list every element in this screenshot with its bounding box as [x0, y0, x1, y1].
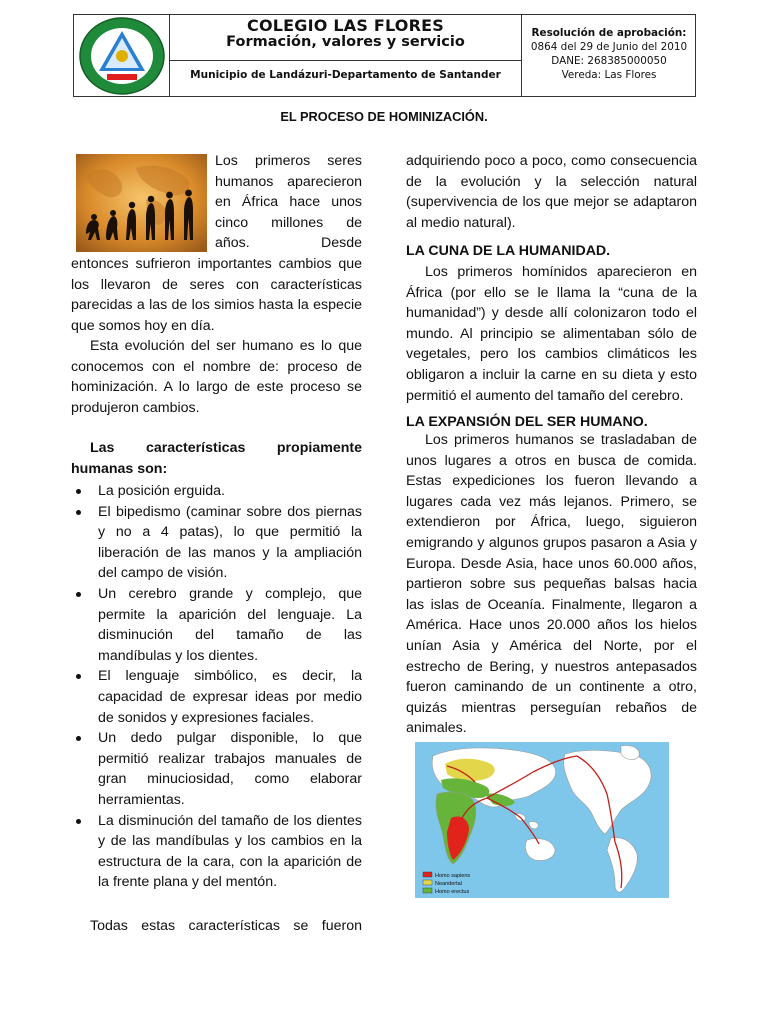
- vereda-label: Vereda: Las Flores: [561, 69, 657, 81]
- resolution-line: Resolución de aprobación:: [531, 27, 687, 39]
- intro-paragraph: entonces sufrieron importantes cambios que los llevaron de seres con características parecidas a las de los simios hasta la especie que somos hoy en día.: [71, 256, 362, 334]
- expansion-heading: LA EXPANSIÓN DEL SER HUMANO.: [406, 414, 648, 430]
- list-item: El bipedismo (caminar sobre dos piernas y no a 4 patas), lo que permitió la liberación de las manos y la ampliación del campo de visión.: [71, 502, 362, 584]
- cuna-paragraph: Los primeros homínidos aparecieron en África (por ello se le llama la “cuna de la humanidad”) y desde allí colonizaron todo el mundo. Al principio se alimentaban sólo de vegetales, pero los cambios climáticos les obligaron a incluir la carne en su dieta y esto permitió el aumento del tamaño del cerebro.: [406, 264, 697, 404]
- school-name: COLEGIO LAS FLORES: [247, 16, 444, 35]
- list-item: La posición erguida.: [71, 481, 362, 502]
- list-item: El lenguaje simbólico, es decir, la capacidad de expresar ideas por medio de sonidos y expresiones faciales.: [71, 666, 362, 728]
- continuation-paragraph: adquiriendo poco a poco, como consecuencia de la evolución y la selección natural (supervivencia de los que mejor se adaptaron al medio natural).: [406, 153, 697, 231]
- legend-sapiens: Homo sapiens: [435, 873, 471, 879]
- cuna-heading: LA CUNA DE LA HUMANIDAD.: [406, 243, 611, 259]
- intro-wrap-lines: [215, 151, 362, 254]
- evolution-image: [76, 154, 207, 252]
- characteristics-list: [71, 481, 362, 893]
- intro-line: años. Desde: [215, 235, 362, 252]
- hominization-paragraph: Esta evolución del ser humano es lo que conocemos con el nombre de: proceso de hominización. A lo largo de este proceso se produjeron cambios.: [71, 338, 362, 416]
- resolution-block: [522, 26, 696, 82]
- intro-line: humanos aparecieron: [215, 173, 362, 190]
- header-center: [170, 15, 522, 96]
- closing-line: Todas estas características se fueron: [90, 918, 362, 934]
- expansion-paragraph: Los primeros humanos se trasladaban de unos lugares a otros en busca de comida. Estas expediciones los fueron llevando a lugares cada vez más lejanos. Primero, se extendieron por África, luego, siguieron emigrando y algunos grupos pasaron a Asia y Europa. Desde Asia, hace unos 60.000 años, partieron sobre sus pequeñas balsas hacia las islas de Oceanía. Finalmente, llegaron a América. Hace unos 20.000 años los hielos unían Asia y América del Norte, por el estrecho de Bering, y nuestros antepasados fueron caminando de un continente a otro, quizás mientras perseguían rebaños de animales.: [406, 432, 697, 737]
- municipio-label: Municipio de Landázuri-Departamento de Santander: [190, 69, 501, 81]
- migration-map: [415, 742, 669, 898]
- list-item: Un dedo pulgar disponible, lo que permitió realizar trabajos manuales de gran minuciosidad, como elaborar herramientas.: [71, 728, 362, 810]
- header-divider: [170, 60, 521, 61]
- school-logo: [74, 15, 170, 96]
- intro-line: Los primeros seres: [215, 153, 362, 169]
- world-map-icon: [415, 742, 669, 898]
- school-motto: Formación, valores y servicio: [226, 34, 465, 50]
- intro-line: cinco millones de: [215, 214, 362, 231]
- intro-line: en África hace unos: [215, 194, 362, 211]
- page-title: EL PROCESO DE HOMINIZACIÓN.: [280, 109, 488, 124]
- list-item: La disminución del tamaño de los dientes y de las mandíbulas y los cambios en la estructura de la cara, con la aparición de la frente plana y del mentón.: [71, 811, 362, 893]
- list-item: Un cerebro grande y complejo, que permite la aparición del lenguaje. La disminución del tamaño de las mandíbulas y los dientes.: [71, 584, 362, 666]
- human-evolution-icon: [76, 154, 207, 252]
- characteristics-heading: Las características propiamente humanas son:: [71, 440, 362, 477]
- legend-neandertal: Neandertal: [435, 881, 462, 887]
- legend-erectus: Homo erectus: [435, 889, 470, 895]
- school-seal-icon: [77, 16, 167, 96]
- dane-code: DANE: 268385000050: [551, 55, 667, 67]
- resolution-date: 0864 del 29 de Junio del 2010: [530, 41, 688, 53]
